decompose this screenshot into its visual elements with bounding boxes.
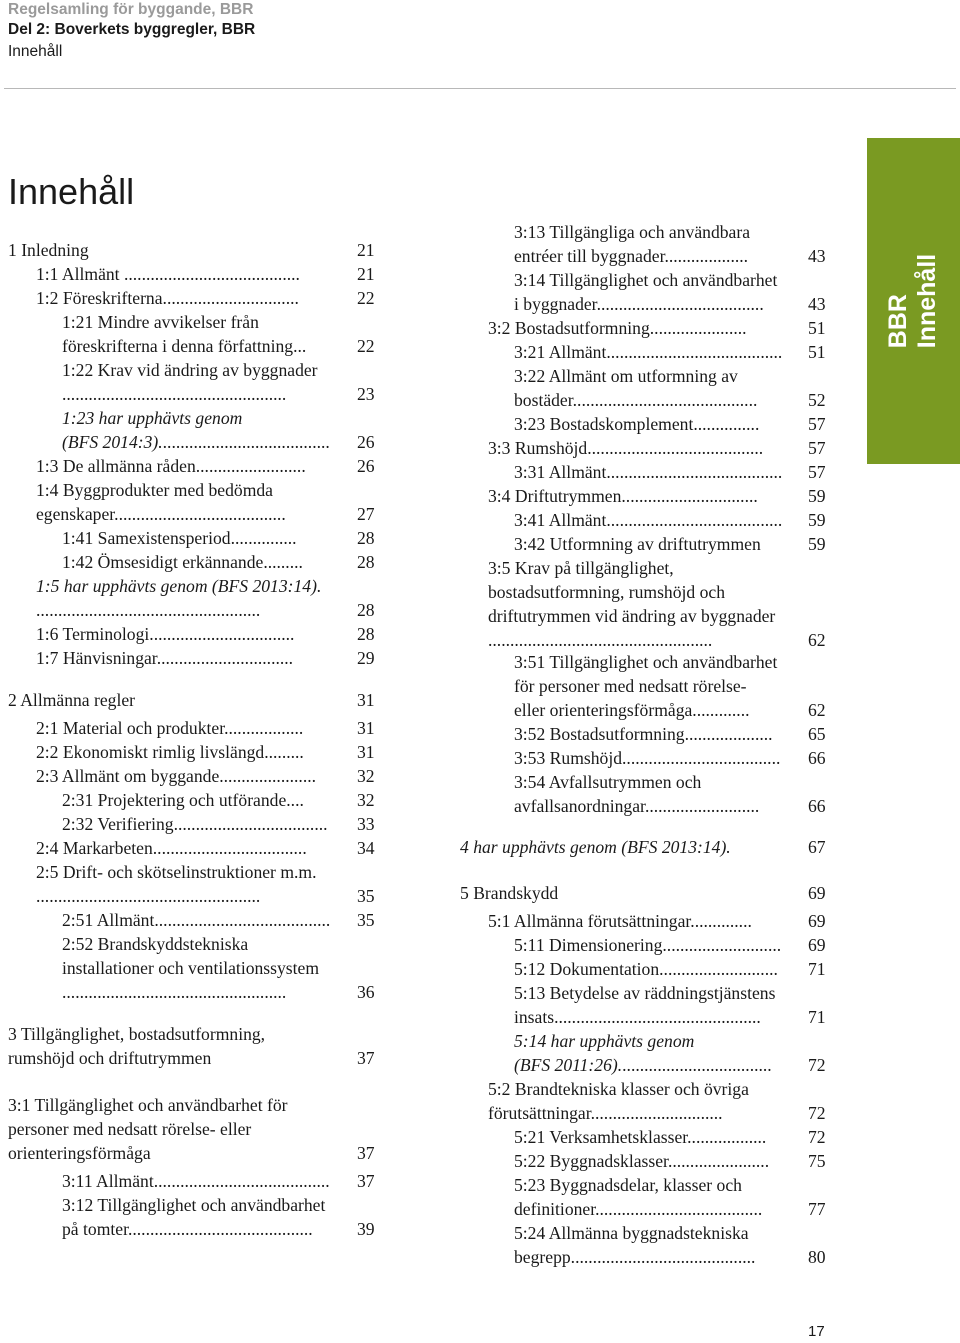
- toc-dot-leader: .........: [263, 552, 303, 572]
- toc-dot-leader: ...................................................: [36, 886, 261, 906]
- toc-entry-text: 3:2 Bostadsutformning: [488, 318, 650, 338]
- toc-page-number: 66: [808, 748, 826, 768]
- toc-dot-leader: .................................: [149, 624, 295, 644]
- toc-entry-text: begrepp: [514, 1247, 571, 1267]
- toc-page-number: 71: [808, 959, 826, 979]
- toc-page-number: 57: [808, 462, 826, 482]
- toc-dot-leader: ...................................................: [62, 982, 287, 1002]
- toc-dot-leader: ...............................: [162, 288, 299, 308]
- toc-page-number: 31: [357, 742, 375, 762]
- toc-entry-text: 3:54 Avfallsutrymmen och: [514, 772, 702, 792]
- toc-entry-text: 5:1 Allmänna förutsättningar: [488, 911, 691, 931]
- header-series: Regelsamling för byggande, BBR: [8, 1, 254, 18]
- toc-entry-text: 2:32 Verifiering: [62, 814, 174, 834]
- toc-dot-leader: .........: [264, 742, 304, 762]
- toc-entry-text: 3:1 Tillgänglighet och användbarhet för: [8, 1095, 288, 1115]
- toc-page-number: 28: [357, 552, 375, 572]
- toc-page-number: 69: [808, 935, 826, 955]
- toc-entry-text: 1:2 Föreskrifterna: [36, 288, 163, 308]
- toc-entry-text: 1:22 Krav vid ändring av byggnader: [62, 360, 318, 380]
- toc-entry[interactable]: [514, 746, 780, 770]
- toc-dot-leader: ...................: [664, 246, 749, 266]
- toc-page-number: 27: [357, 504, 375, 524]
- toc-entry[interactable]: [514, 412, 759, 436]
- toc-dot-leader: ....: [286, 790, 304, 810]
- toc-dot-leader: ..................................: [622, 1055, 772, 1075]
- toc-dot-leader: ..........................................: [570, 1247, 756, 1267]
- toc-page-number: 37: [357, 1143, 375, 1163]
- toc-page-number: 80: [808, 1247, 826, 1267]
- page-number: 17: [808, 1323, 825, 1340]
- toc-dot-leader: ...............................................: [554, 1007, 761, 1027]
- toc-page-number: 71: [808, 1007, 826, 1027]
- toc-entry-text: på tomter: [62, 1219, 128, 1239]
- toc-dot-leader: ......................................: [595, 1199, 763, 1219]
- toc-entry-text: driftutrymmen vid ändring av byggnader: [488, 606, 776, 626]
- toc-entry[interactable]: [488, 436, 763, 460]
- toc-entry-text: bostäder: [514, 390, 573, 410]
- toc-dot-leader: ...............................: [621, 486, 758, 506]
- toc-entry-text: 2:31 Projektering och utförande: [62, 790, 287, 810]
- toc-dot-leader: ...............: [693, 414, 760, 434]
- toc-dot-leader: ..........................: [644, 796, 760, 816]
- toc-entry-text: 3:23 Bostadskomplement: [514, 414, 694, 434]
- toc-entry-text: 2:5 Drift- och skötselinstruktioner m.m.: [36, 862, 317, 882]
- toc-dot-leader: ........................................: [123, 264, 300, 284]
- toc-dot-leader: ........................................: [153, 1171, 330, 1191]
- toc-dot-leader: ..........................................: [572, 390, 758, 410]
- toc-entry[interactable]: [514, 388, 757, 412]
- section-tab-label: [884, 254, 942, 348]
- toc-entry-text: 5:12 Dokumentation: [514, 959, 660, 979]
- header-section: Innehåll: [8, 43, 63, 60]
- toc-page-number: 59: [808, 534, 826, 554]
- toc-dot-leader: ....................................: [622, 748, 781, 768]
- toc-entry-text: 1:23 har upphävts genom: [62, 408, 243, 428]
- toc-page-number: 75: [808, 1151, 826, 1171]
- toc-entry[interactable]: [514, 244, 748, 268]
- toc-dot-leader: ........................................: [606, 510, 783, 530]
- toc-entry[interactable]: [514, 340, 782, 364]
- toc-entry-text: förutsättningar: [488, 1103, 591, 1123]
- toc-dot-leader: ......................................: [162, 432, 330, 452]
- toc-entry-text: 3:14 Tillgänglighet och användbarhet: [514, 270, 778, 290]
- toc-entry[interactable]: [460, 835, 731, 859]
- toc-entry-text: bostadsutformning, rumshöjd och: [488, 582, 726, 602]
- toc-entry[interactable]: [514, 364, 738, 388]
- toc-entry[interactable]: [514, 1149, 769, 1173]
- toc-page-number: 22: [357, 336, 375, 356]
- toc-entry[interactable]: [488, 909, 752, 933]
- toc-dot-leader: ...................................................: [488, 630, 713, 650]
- toc-page-number: 43: [808, 294, 826, 314]
- toc-page-number: 57: [808, 414, 826, 434]
- toc-entry-text: 1:7 Hänvisningar: [36, 648, 157, 668]
- toc-entry-text: 3:21 Allmänt: [514, 342, 607, 362]
- toc-entry-text: 1:41 Samexistensperiod: [62, 528, 231, 548]
- toc-entry-text: (BFS 2014:3).: [62, 432, 163, 452]
- toc-dot-leader: ...........................: [659, 959, 778, 979]
- toc-entry[interactable]: [488, 484, 758, 508]
- toc-entry-text: 3 Tillgänglighet, bostadsutformning,: [8, 1024, 266, 1044]
- toc-entry-text: 5 Brandskydd: [460, 883, 559, 903]
- toc-dot-leader: ...........................: [662, 935, 782, 955]
- toc-dot-leader: .......................: [667, 1151, 770, 1171]
- toc-page-number: 31: [357, 690, 375, 710]
- toc-page-number: 22: [357, 288, 375, 308]
- toc-page-number: 23: [357, 384, 375, 404]
- toc-entry-text: 1:4 Byggprodukter med bedömda: [36, 480, 273, 500]
- toc-entry-text: 5:11 Dimensionering: [514, 935, 663, 955]
- toc-page-number: 59: [808, 486, 826, 506]
- toc-entry-text: i byggnader: [514, 294, 597, 314]
- toc-page-number: 59: [808, 510, 826, 530]
- toc-entry[interactable]: [514, 1245, 755, 1269]
- toc-entry-text: 5:2 Brandtekniska klasser och övriga: [488, 1079, 749, 1099]
- tab-line-innehall: Innehåll: [913, 253, 941, 349]
- toc-entry-text: 3:31 Allmänt: [514, 462, 607, 482]
- toc-page-number: 28: [357, 528, 375, 548]
- toc-entry-text: entréer till byggnader: [514, 246, 665, 266]
- toc-dot-leader: ....................: [684, 724, 773, 744]
- header-part: Del 2: Boverkets byggregler, BBR: [8, 21, 256, 38]
- toc-entry[interactable]: [488, 604, 775, 628]
- toc-entry[interactable]: [514, 1221, 749, 1245]
- toc-entry-text: 1:3 De allmänna råden: [36, 456, 196, 476]
- toc-entry[interactable]: [514, 698, 749, 722]
- toc-entry-text: 2:4 Markarbeten: [36, 838, 153, 858]
- section-tab: [867, 138, 960, 464]
- toc-page-number: 35: [357, 886, 375, 906]
- toc-entry[interactable]: [488, 1101, 723, 1125]
- toc-entry-text: 5:21 Verksamhetsklasser: [514, 1127, 688, 1147]
- toc-entry-text: 5:14 har upphävts genom: [514, 1031, 695, 1051]
- toc-page-number: 57: [808, 438, 826, 458]
- toc-entry-text: definitioner: [514, 1199, 596, 1219]
- toc-entry-text: för personer med nedsatt rörelse-: [514, 676, 747, 696]
- toc-page-number: 52: [808, 390, 826, 410]
- toc-page-number: 33: [357, 814, 375, 834]
- tab-line-bbr: BBR: [884, 294, 912, 349]
- toc-entry-text: 5:23 Byggnadsdelar, klasser och: [514, 1175, 742, 1195]
- toc-entry-text: 5:22 Byggnadsklasser: [514, 1151, 668, 1171]
- toc-entry-text: 4 har upphävts genom (BFS 2013:14).: [460, 837, 731, 857]
- toc-entry-text: 3:53 Rumshöjd: [514, 748, 623, 768]
- toc-entry[interactable]: [514, 794, 759, 818]
- toc-entry[interactable]: [514, 1173, 742, 1197]
- toc-entry[interactable]: [514, 268, 777, 292]
- page-title: Innehåll: [8, 171, 135, 212]
- toc-page-number: 32: [357, 790, 375, 810]
- toc-dot-leader: ........................................: [606, 342, 783, 362]
- toc-entry-text: orienteringsförmåga: [8, 1143, 151, 1163]
- toc-entry-text: 3:52 Bostadsutformning: [514, 724, 685, 744]
- toc-page-number: 29: [357, 648, 375, 668]
- toc-dot-leader: ..............................: [590, 1103, 723, 1123]
- toc-dot-leader: .......................................: [114, 504, 286, 524]
- toc-dot-leader: ........................................: [587, 438, 764, 458]
- toc-entry[interactable]: [514, 460, 782, 484]
- toc-entry-text: 2:3 Allmänt om byggande: [36, 766, 220, 786]
- toc-entry[interactable]: [514, 1053, 772, 1077]
- toc-entry[interactable]: [514, 1197, 762, 1221]
- toc-entry[interactable]: [460, 881, 558, 905]
- toc-dot-leader: ............: [696, 700, 750, 720]
- toc-entry-text: rumshöjd och driftutrymmen: [8, 1048, 212, 1068]
- toc-entry[interactable]: [514, 650, 777, 674]
- toc-entry-text: egenskaper: [36, 504, 115, 524]
- toc-entry-text: 2:1 Material och produkter: [36, 718, 225, 738]
- toc-page-number: 28: [357, 600, 375, 620]
- toc-entry[interactable]: [514, 674, 747, 698]
- toc-entry-text: 1:5 har upphävts genom (BFS 2013:14).: [36, 576, 322, 596]
- toc-entry-text: (BFS 2011:26).: [514, 1055, 623, 1075]
- toc-entry-text: 1:21 Mindre avvikelser från: [62, 312, 259, 332]
- toc-entry[interactable]: [514, 508, 782, 532]
- toc-dot-leader: ...................................: [173, 814, 328, 834]
- toc-page-number: 72: [808, 1055, 826, 1075]
- toc-entry[interactable]: [514, 1005, 761, 1029]
- toc-entry-text: 2:52 Brandskyddstekniska: [62, 934, 249, 954]
- toc-page-number: 26: [357, 456, 375, 476]
- toc-page-number: 65: [808, 724, 826, 744]
- toc-entry-text: 5:13 Betydelse av räddningstjänstens: [514, 983, 776, 1003]
- toc-dot-leader: ..............: [690, 911, 752, 931]
- toc-page-number: 67: [808, 837, 826, 857]
- toc-dot-leader: ......................: [649, 318, 747, 338]
- toc-entry[interactable]: [514, 957, 778, 981]
- toc-page-number: 43: [808, 246, 826, 266]
- toc-entry-text: installationer och ventilationssystem: [62, 958, 320, 978]
- toc-entry[interactable]: [514, 292, 764, 316]
- toc-entry-text: 1 Inledning: [8, 240, 89, 260]
- toc-entry-text: 3:51 Tillgänglighet och användbarhet: [514, 652, 778, 672]
- toc-page-number: 62: [808, 630, 826, 650]
- toc-dot-leader: ........................................: [606, 462, 783, 482]
- toc-entry-text: 2:2 Ekonomiskt rimlig livslängd: [36, 742, 265, 762]
- toc-page-number: 32: [357, 766, 375, 786]
- toc-entry-text: 3:5 Krav på tillgänglighet,: [488, 558, 674, 578]
- toc-entry-text: 5:24 Allmänna byggnadstekniska: [514, 1223, 749, 1243]
- toc-page-number: 35: [357, 910, 375, 930]
- toc-dot-leader: .........................: [195, 456, 306, 476]
- toc-entry-text: 3:41 Allmänt: [514, 510, 607, 530]
- toc-entry-text: avfallsanordningar: [514, 796, 645, 816]
- toc-entry-text: föreskrifterna i denna författning: [62, 336, 294, 356]
- toc-page-number: 37: [357, 1171, 375, 1191]
- toc-entry[interactable]: [514, 1029, 694, 1053]
- toc-page-number: 69: [808, 911, 826, 931]
- toc-entry-text: 1:42 Ömsesidigt erkännande: [62, 552, 264, 572]
- toc-dot-leader: ...............: [230, 528, 297, 548]
- toc-dot-leader: ...................................: [152, 838, 307, 858]
- toc-entry-text: 3:12 Tillgänglighet och användbarhet: [62, 1195, 326, 1215]
- toc-dot-leader: ..................: [224, 718, 304, 738]
- toc-page-number: 62: [808, 700, 826, 720]
- toc-entry-text: personer med nedsatt rörelse- eller: [8, 1119, 252, 1139]
- toc-page-number: 51: [808, 342, 826, 362]
- toc-dot-leader: ..................: [687, 1127, 767, 1147]
- toc-page-number: 51: [808, 318, 826, 338]
- toc-dot-leader: ...: [293, 336, 307, 356]
- toc-entry[interactable]: [514, 933, 781, 957]
- toc-page-number: 66: [808, 796, 826, 816]
- toc-page-number: 72: [808, 1127, 826, 1147]
- toc-entry-text: eller orienteringsförmåga.: [514, 700, 697, 720]
- toc-page-number: 72: [808, 1103, 826, 1123]
- toc-entry[interactable]: [488, 580, 725, 604]
- toc-page-number: 39: [357, 1219, 375, 1239]
- toc-entry-text: 2:51 Allmänt: [62, 910, 155, 930]
- toc-entry[interactable]: [514, 981, 775, 1005]
- toc-dot-leader: ........................................: [154, 910, 331, 930]
- toc-page-number: 69: [808, 883, 826, 903]
- toc-entry-text: 1:6 Terminologi: [36, 624, 150, 644]
- toc-entry-text: 2 Allmänna regler: [8, 690, 136, 710]
- toc-entry-text: 3:13 Tillgängliga och användbara: [514, 222, 751, 242]
- toc-entry-text: 3:3 Rumshöjd: [488, 438, 588, 458]
- toc-entry[interactable]: [514, 1125, 766, 1149]
- toc-dot-leader: ......................: [219, 766, 317, 786]
- toc-page-number: 26: [357, 432, 375, 452]
- toc-entry-text: insats: [514, 1007, 555, 1027]
- toc-entry-text: 3:4 Driftutrymmen: [488, 486, 622, 506]
- toc-entry[interactable]: [514, 532, 761, 556]
- toc-entry-text: 1:1 Allmänt: [36, 264, 124, 284]
- toc-page-number: 77: [808, 1199, 826, 1219]
- toc-dot-leader: ......................................: [596, 294, 764, 314]
- toc-page-number: 36: [357, 982, 375, 1002]
- toc-entry[interactable]: [488, 628, 712, 652]
- toc-entry[interactable]: [488, 316, 747, 340]
- toc-page-number: 31: [357, 718, 375, 738]
- toc-page-number: 34: [357, 838, 375, 858]
- toc-dot-leader: ...................................................: [62, 384, 287, 404]
- toc-dot-leader: ...................................................: [36, 600, 261, 620]
- toc-entry-text: 3:11 Allmänt: [62, 1171, 154, 1191]
- toc-page-number: 21: [357, 240, 375, 260]
- toc-entry-text: 3:22 Allmänt om utformning av: [514, 366, 738, 386]
- toc-dot-leader: ..........................................: [127, 1219, 313, 1239]
- toc-page-number: 21: [357, 264, 375, 284]
- toc-entry[interactable]: [514, 220, 750, 244]
- toc-dot-leader: ...............................: [156, 648, 294, 668]
- toc-entry[interactable]: [488, 1077, 749, 1101]
- toc-entry-text: 3:42 Utformning av driftutrymmen: [514, 534, 761, 554]
- toc-entry[interactable]: [514, 770, 701, 794]
- toc-page-number: 28: [357, 624, 375, 644]
- toc-entry[interactable]: [488, 556, 674, 580]
- toc-entry[interactable]: [514, 722, 773, 746]
- toc-page-number: 37: [357, 1048, 375, 1068]
